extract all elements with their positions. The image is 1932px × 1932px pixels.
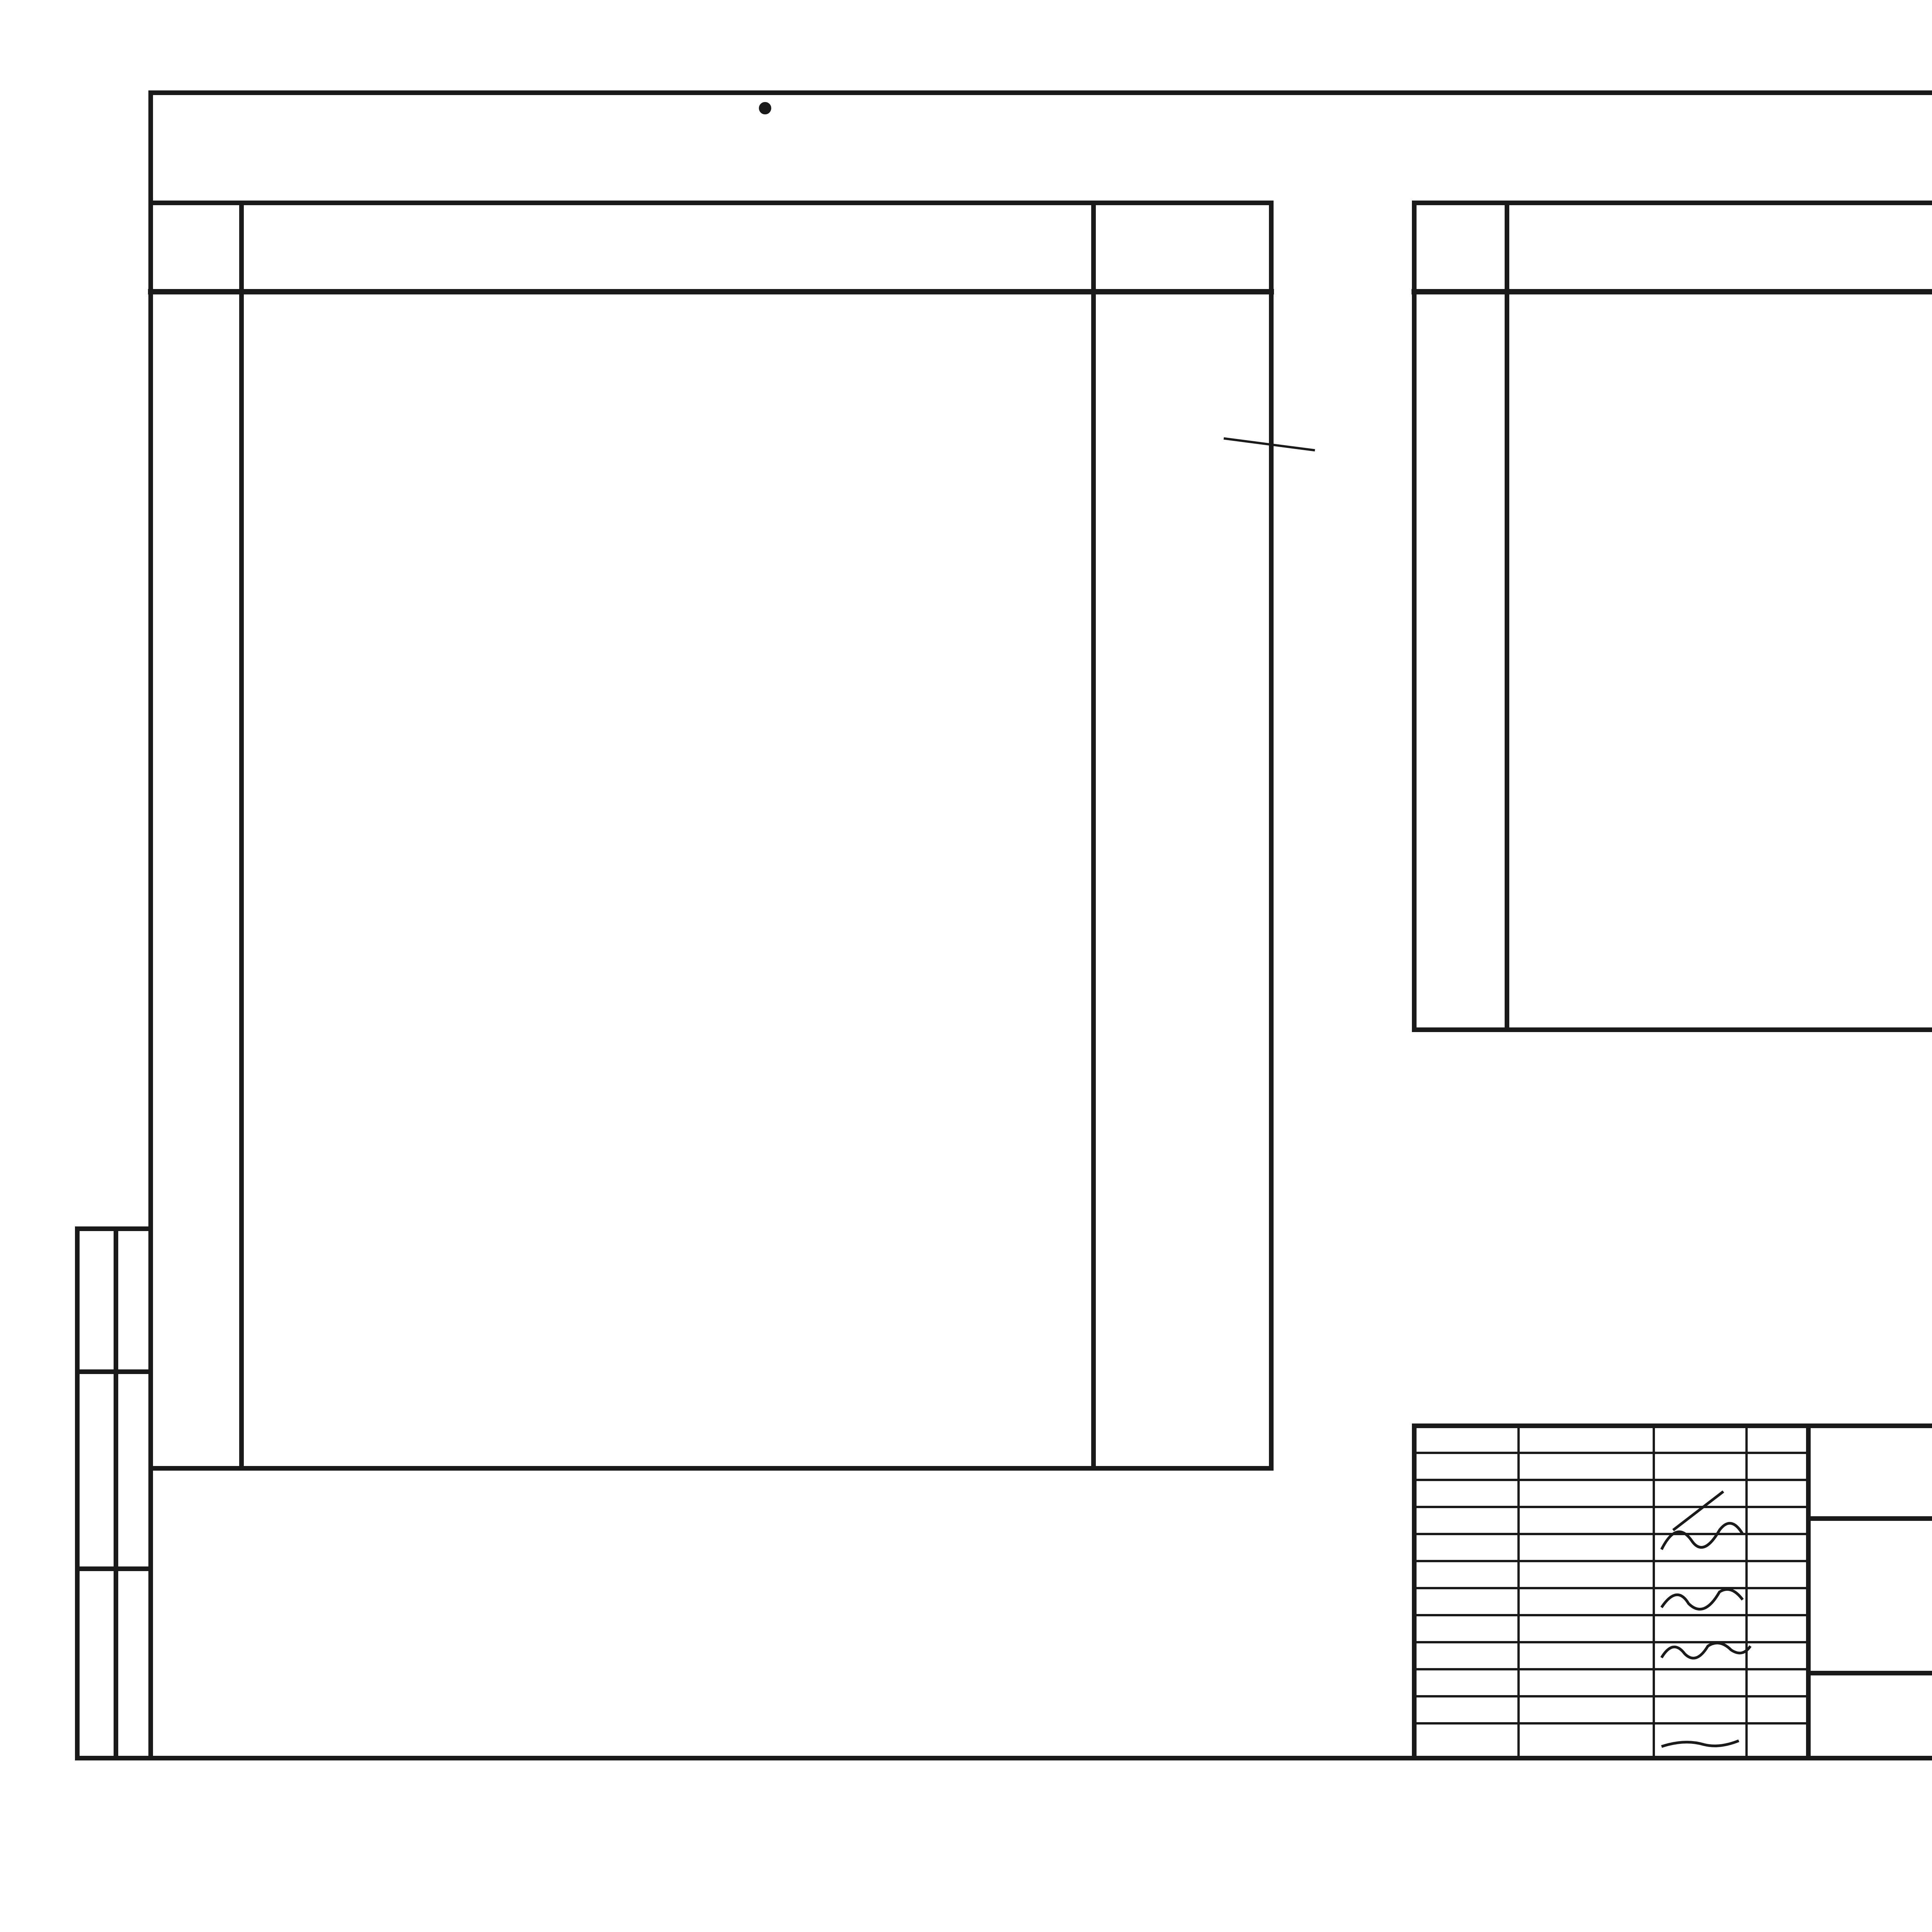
frame-border xyxy=(151,93,1932,1758)
toc-table-right xyxy=(1414,203,1932,1030)
signature-marks xyxy=(1662,1492,1750,1747)
title-block xyxy=(1414,1426,1932,1758)
toc-table-left xyxy=(151,203,1271,1468)
ink-dot xyxy=(761,104,769,112)
